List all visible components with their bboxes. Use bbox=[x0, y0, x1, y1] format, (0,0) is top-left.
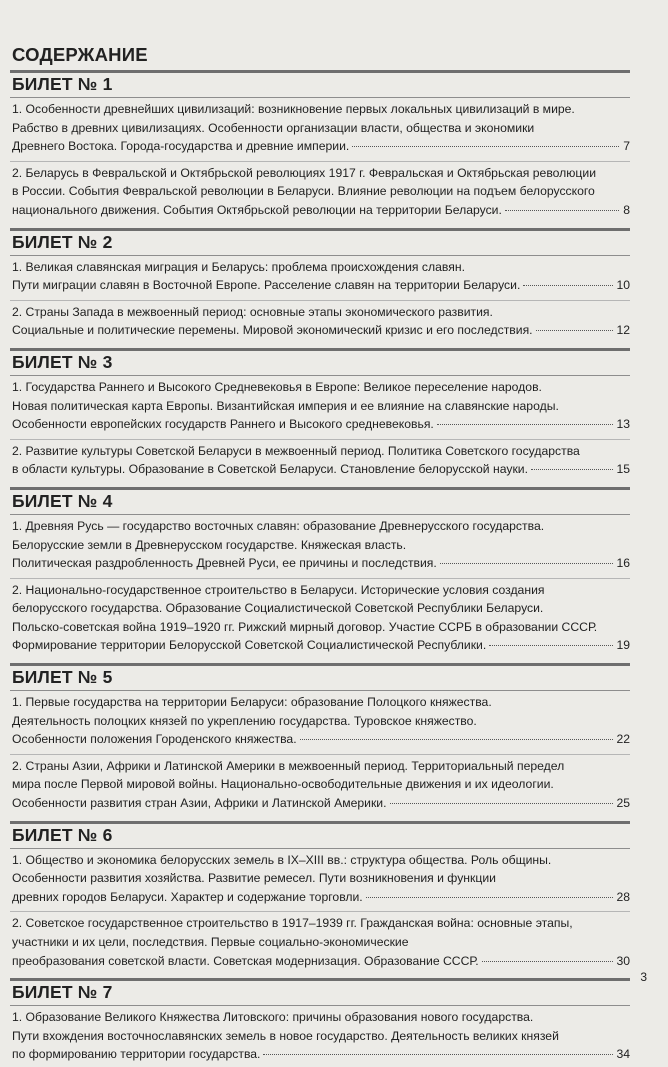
toc-entry bbox=[10, 754, 630, 816]
toc-page-number: 12 bbox=[616, 323, 630, 338]
toc-page-number: 8 bbox=[623, 202, 630, 217]
toc-entry-text: Пути миграции славян в Восточной Европе. Расселение славян на территории Беларуси. bbox=[12, 278, 521, 293]
toc-entry-line bbox=[12, 1045, 630, 1064]
toc-entry-line: Белорусские земли в Древнерусском государстве. Княжеская власть. bbox=[12, 537, 407, 552]
toc-entry-text: Социальные и политические перемены. Мировой экономический кризис и его последствия. bbox=[12, 323, 533, 338]
toc-page-number: 16 bbox=[616, 556, 630, 571]
dot-leader bbox=[437, 424, 614, 425]
toc-entry-line: 1. Особенности древнейших цивилизаций: возникновение первых локальных цивилизаций в мире. bbox=[12, 102, 575, 116]
toc-entry-line: 2. Страны Запада в межвоенный период: основные этапы экономического развития. bbox=[12, 304, 493, 319]
dot-leader bbox=[366, 897, 614, 898]
toc-entry-text: Особенности европейских государств Раннего и Высокого средневековья. bbox=[12, 417, 434, 432]
toc-entry-line: 1. Великая славянская миграция и Беларусь: проблема происхождения славян. bbox=[12, 259, 465, 274]
toc-page-number: 19 bbox=[616, 638, 630, 653]
toc-entry-line: участники и их цели, последствия. Первые социально-экономические bbox=[12, 935, 409, 949]
toc-entry bbox=[10, 911, 630, 973]
toc-entry bbox=[10, 690, 630, 752]
toc-entry bbox=[10, 255, 630, 298]
toc-entry-line bbox=[12, 137, 630, 156]
toc-entry-line bbox=[12, 794, 630, 813]
toc-page-number: 10 bbox=[616, 278, 630, 293]
ticket-heading: БИЛЕТ № 4 bbox=[10, 487, 630, 512]
toc-entry-line: 2. Беларусь в Февральской и Октябрьской революциях 1917 г. Февральская и Октябрьская революции bbox=[12, 165, 597, 180]
toc-page-number: 13 bbox=[616, 417, 630, 432]
toc-entry-line bbox=[12, 636, 630, 655]
dot-leader bbox=[263, 1054, 613, 1055]
dot-leader bbox=[523, 285, 613, 286]
toc-entry-text: преобразования советской власти. Советская модернизация. Образование СССР. bbox=[12, 953, 479, 968]
toc-entry-text: Особенности положения Городенского княжества. bbox=[12, 732, 297, 747]
toc-entry-text: в области культуры. Образование в Советской Беларуси. Становление белорусской науки. bbox=[12, 462, 528, 477]
toc-entry-text: по формированию территории государства. bbox=[12, 1047, 261, 1062]
toc-entry-line: 1. Первые государства на территории Беларуси: образование Полоцкого княжества. bbox=[12, 695, 492, 710]
toc-entry-line bbox=[12, 888, 630, 907]
toc-entry-line bbox=[12, 201, 630, 220]
toc-entry-line bbox=[12, 276, 630, 295]
toc-entry-line bbox=[12, 730, 630, 749]
toc-entry-text: Особенности развития стран Азии, Африки и Латинской Америки. bbox=[12, 796, 387, 811]
toc-entry-line bbox=[12, 460, 630, 479]
dot-leader bbox=[300, 739, 614, 740]
ticket-heading: БИЛЕТ № 1 bbox=[10, 70, 630, 95]
toc-entry-text: Политическая раздробленность Древней Руси, ее причины и последствия. bbox=[12, 556, 437, 571]
toc-entry-line: мира после Первой мировой войны. Национально-освободительные движения и их идеологии. bbox=[12, 777, 554, 792]
ticket-heading: БИЛЕТ № 3 bbox=[10, 348, 630, 373]
dot-leader bbox=[352, 146, 619, 147]
ticket-heading: БИЛЕТ № 6 bbox=[10, 821, 630, 846]
toc-entry bbox=[10, 300, 630, 343]
toc-entry bbox=[10, 97, 630, 159]
toc-entry-line: белорусского государства. Образование Социалистической Советской Республики Беларуси. bbox=[12, 601, 544, 616]
toc-entry bbox=[10, 1005, 630, 1067]
toc-entry-line: Пути вхождения восточнославянских земель в новое государство. Деятельность великих князей bbox=[12, 1028, 559, 1043]
dot-leader bbox=[536, 330, 614, 331]
toc-entry-line: Новая политическая карта Европы. Византийская империя и ее влияние на славянские народы. bbox=[12, 398, 559, 413]
toc-entry-line: Рабство в древних цивилизациях. Особенности организации власти, общества и экономики bbox=[12, 120, 535, 135]
toc-entry-line: 1. Государства Раннего и Высокого Средневековья в Европе: Великое переселение народов. bbox=[12, 379, 542, 394]
page-number: 3 bbox=[640, 970, 647, 984]
toc-page-number: 15 bbox=[616, 462, 630, 477]
toc-entry-line: 2. Развитие культуры Советской Беларуси в межвоенный период. Политика Советского государства bbox=[12, 443, 580, 458]
toc-page-number: 30 bbox=[616, 953, 630, 968]
toc-entry-text: Древнего Востока. Города-государства и древние империи. bbox=[12, 139, 350, 154]
toc-page-number: 34 bbox=[616, 1047, 630, 1062]
toc-entry-line: 1. Древняя Русь — государство восточных славян: образование Древнерусского государства. bbox=[12, 518, 545, 533]
toc-page-number: 7 bbox=[623, 139, 630, 154]
ticket-heading: БИЛЕТ № 5 bbox=[10, 663, 630, 688]
toc-entry-line bbox=[12, 952, 630, 971]
toc-entry-text: древних городов Беларуси. Характер и содержание торговли. bbox=[12, 889, 363, 904]
toc-title: СОДЕРЖАНИЕ bbox=[12, 44, 148, 65]
toc-entry-line: 2. Советское государственное строительство в 1917–1939 гг. Гражданская война: основные этапы, bbox=[12, 916, 573, 931]
dot-leader bbox=[531, 469, 613, 470]
toc-entry-line: Польско-советская война 1919–1920 гг. Рижский мирный договор. Участие ССРБ в образовании СССР. bbox=[12, 619, 598, 634]
toc-page-number: 22 bbox=[616, 732, 630, 747]
toc-entry bbox=[10, 439, 630, 482]
toc-entry-line bbox=[12, 554, 630, 573]
toc-page-number: 28 bbox=[616, 889, 630, 904]
ticket-heading: БИЛЕТ № 2 bbox=[10, 228, 630, 253]
toc-entry bbox=[10, 375, 630, 437]
dot-leader bbox=[440, 563, 614, 564]
toc-entry-line: Особенности развития хозяйства. Развитие ремесел. Пути возникновения и функции bbox=[12, 871, 496, 886]
toc-page-number: 25 bbox=[616, 796, 630, 811]
toc-entry-line: 1. Общество и экономика белорусских земель в IX–XIII вв.: структура общества. Роль общины. bbox=[12, 852, 552, 867]
toc-entry-line: 2. Страны Азии, Африки и Латинской Америки в межвоенный период. Территориальный передел bbox=[12, 758, 565, 773]
toc-entry bbox=[10, 161, 630, 223]
toc-entry-line bbox=[12, 321, 630, 340]
toc-entry-text: национального движения. События Октябрьской революции на территории Беларуси. bbox=[12, 202, 502, 217]
dot-leader bbox=[489, 645, 613, 646]
dot-leader bbox=[482, 961, 614, 962]
toc-entry-text: Формирование территории Белорусской Советской Социалистической Республики. bbox=[12, 638, 487, 653]
toc-entry-line: в России. События Февральской революции в Беларуси. Влияние революции на подъем белорусского bbox=[12, 184, 595, 199]
toc-entry-line: 1. Образование Великого Княжества Литовского: причины образования нового государства. bbox=[12, 1010, 534, 1025]
toc-entry-line: 2. Национально-государственное строительство в Беларуси. Исторические условия создания bbox=[12, 582, 545, 597]
toc-entry bbox=[10, 848, 630, 910]
ticket-heading: БИЛЕТ № 7 bbox=[10, 978, 630, 1003]
toc-entry bbox=[10, 578, 630, 658]
toc-entry-line: Деятельность полоцких князей по укреплению государства. Туровское княжество. bbox=[12, 713, 477, 728]
toc-entry-line bbox=[12, 415, 630, 434]
toc-entry bbox=[10, 514, 630, 576]
dot-leader bbox=[390, 803, 614, 804]
dot-leader bbox=[505, 210, 619, 211]
table-of-contents bbox=[10, 44, 630, 1067]
